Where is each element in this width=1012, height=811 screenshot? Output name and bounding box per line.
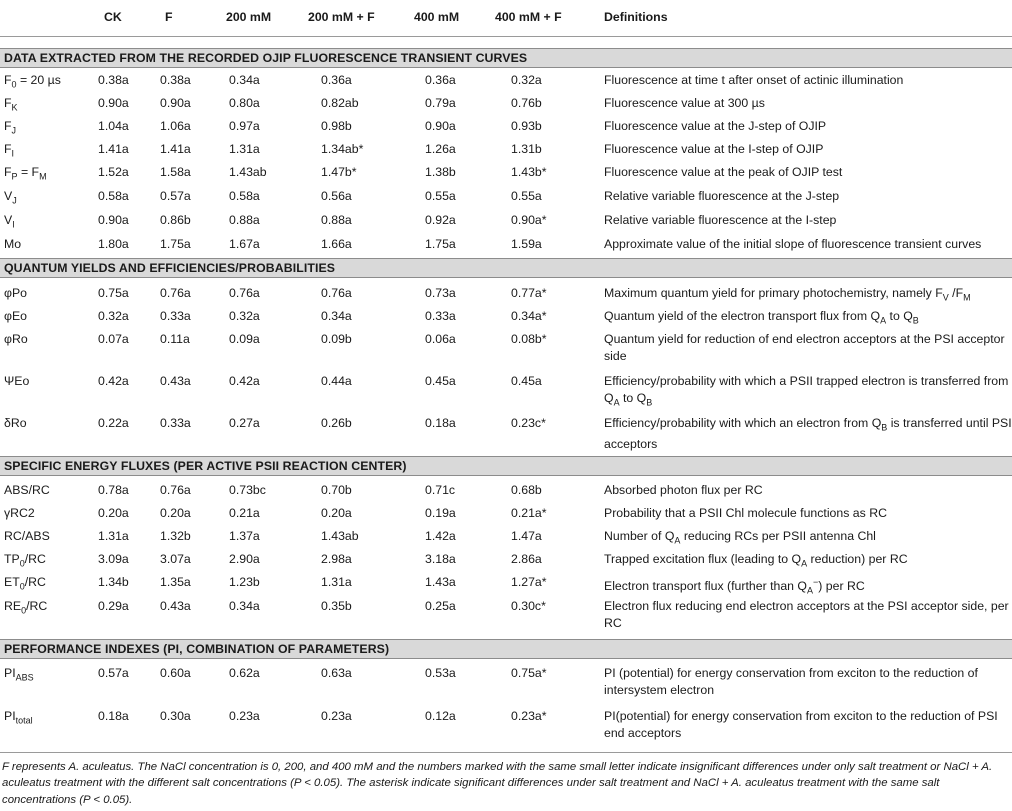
cell-400mm-f: 2.86a (511, 552, 542, 566)
cell-400mm-f: 0.32a (511, 73, 542, 87)
cell-definition: Efficiency/probability with which a PSII trapped electron is transferred from $Q_A$ to $Q_B$ (604, 374, 1009, 408)
cell-f: 0.20a (160, 506, 191, 520)
cell-200mm: 0.80a (229, 96, 260, 110)
cell-200mm: 1.31a (229, 142, 260, 156)
cell-200mm-f: 0.35b (321, 599, 352, 613)
cell-definition: PI (potential) for energy conservation from exciton to the reduction of intersystem electron (604, 666, 978, 697)
cell-200mm: 0.27a (229, 416, 260, 430)
cell-definition: Fluorescence value at 300 µs (604, 96, 765, 110)
cell-200mm-f: 1.34ab* (321, 142, 364, 156)
cell-400mm-f: 0.76b (511, 96, 542, 110)
cell-200mm: 1.23b (229, 575, 260, 589)
cell-200mm-f: 0.20a (321, 506, 352, 520)
cell-400mm: 3.18a (425, 552, 456, 566)
cell-ck: 1.04a (98, 119, 129, 133)
cell-200mm: 0.88a (229, 213, 260, 227)
row-label: $ET_0/RC$ (4, 575, 46, 592)
cell-f: 1.32b (160, 529, 191, 543)
cell-f: 0.76a (160, 286, 191, 300)
cell-definition: Relative variable fluorescence at the J-step (604, 189, 840, 203)
cell-definition: Trapped excitation flux (leading to $Q_A$ reduction) per RC (604, 552, 908, 569)
cell-f: 0.57a (160, 189, 191, 203)
cell-200mm: 0.21a (229, 506, 260, 520)
cell-definition: Probability that a PSII Chl molecule functions as RC (604, 506, 887, 520)
cell-400mm: 0.55a (425, 189, 456, 203)
cell-f: 0.43a (160, 599, 191, 613)
cell-definition: Relative variable fluorescence at the I-step (604, 213, 837, 227)
cell-ck: 0.58a (98, 189, 129, 203)
cell-200mm-f: 0.70b (321, 483, 352, 497)
cell-200mm-f: 0.56a (321, 189, 352, 203)
col-header-f: F (165, 10, 173, 24)
cell-400mm: 0.53a (425, 666, 456, 680)
cell-200mm-f: 0.63a (321, 666, 352, 680)
cell-f: 3.07a (160, 552, 191, 566)
section-title: SPECIFIC ENERGY FLUXES (PER ACTIVE PSII REACTION CENTER) (4, 459, 407, 473)
row-label: $PI_{total}$ (4, 709, 33, 726)
cell-200mm-f: 0.09b (321, 332, 352, 346)
col-header-ck: CK (104, 10, 122, 24)
cell-400mm: 1.38b (425, 165, 456, 179)
cell-200mm: 2.90a (229, 552, 260, 566)
cell-400mm: 0.18a (425, 416, 456, 430)
row-label: φRo (4, 332, 28, 346)
cell-400mm-f: 0.55a (511, 189, 542, 203)
row-label: δRo (4, 416, 27, 430)
row-label: $F_P = F_M$ (4, 165, 47, 182)
row-label: γRC2 (4, 506, 35, 520)
row-label: φPo (4, 286, 28, 300)
cell-f: 0.30a (160, 709, 191, 723)
cell-ck: 0.07a (98, 332, 129, 346)
cell-ck: 1.52a (98, 165, 129, 179)
cell-200mm-f: 0.26b (321, 416, 352, 430)
cell-ck: 0.78a (98, 483, 129, 497)
cell-200mm-f: 0.88a (321, 213, 352, 227)
row-label: $F_J$ (4, 119, 17, 136)
cell-f: 1.06a (160, 119, 191, 133)
cell-400mm: 0.79a (425, 96, 456, 110)
cell-f: 0.33a (160, 309, 191, 323)
cell-200mm-f: 0.44a (321, 374, 352, 388)
divider (0, 36, 1012, 37)
cell-200mm-f: 1.47b* (321, 165, 357, 179)
row-label: $F_K$ (4, 96, 18, 113)
cell-definition: Efficiency/probability with which an electron from $Q_B$ is transferred until PSI acceptors (604, 416, 1012, 452)
section-header (0, 639, 1012, 659)
cell-400mm-f: 0.45a (511, 374, 542, 388)
section-title: PERFORMANCE INDEXES (PI, COMBINATION OF PARAMETERS) (4, 642, 390, 656)
cell-definition: Fluorescence value at the J-step of OJIP (604, 119, 827, 133)
cell-ck: 0.38a (98, 73, 129, 87)
cell-400mm-f: 1.27a* (511, 575, 547, 589)
cell-200mm-f: 0.82ab (321, 96, 359, 110)
col-header-400mm: 400 mM (414, 10, 460, 24)
section-header (0, 48, 1012, 68)
cell-200mm-f: 0.23a (321, 709, 352, 723)
cell-f: 0.86b (160, 213, 191, 227)
cell-400mm: 0.06a (425, 332, 456, 346)
cell-200mm: 0.97a (229, 119, 260, 133)
cell-400mm-f: 1.47a (511, 529, 542, 543)
cell-200mm: 0.32a (229, 309, 260, 323)
cell-400mm-f: 0.93b (511, 119, 542, 133)
cell-200mm-f: 1.66a (321, 237, 352, 251)
cell-ck: 3.09a (98, 552, 129, 566)
cell-f: 0.38a (160, 73, 191, 87)
section-title: DATA EXTRACTED FROM THE RECORDED OJIP FLUORESCENCE TRANSIENT CURVES (4, 51, 528, 65)
divider (0, 752, 1012, 753)
cell-definition: Maximum quantum yield for primary photochemistry, namely $F_V$ $/F_M$ (604, 286, 971, 303)
row-label: φEo (4, 309, 28, 323)
cell-400mm: 0.36a (425, 73, 456, 87)
cell-400mm: 1.75a (425, 237, 456, 251)
cell-400mm: 0.12a (425, 709, 456, 723)
cell-200mm: 0.58a (229, 189, 260, 203)
cell-ck: 1.31a (98, 529, 129, 543)
cell-definition: PI(potential) for energy conservation from exciton to the reduction of PSI end acceptors (604, 709, 998, 740)
cell-200mm-f: 1.43ab (321, 529, 359, 543)
section-header (0, 456, 1012, 476)
cell-ck: 1.34b (98, 575, 129, 589)
cell-200mm-f: 0.76a (321, 286, 352, 300)
cell-200mm: 0.34a (229, 599, 260, 613)
cell-400mm-f: 1.31b (511, 142, 542, 156)
cell-definition: Absorbed photon flux per RC (604, 483, 763, 497)
table-footnote: F represents A. aculeatus. The NaCl concentration is 0, 200, and 400 mM and the numbers marked with the same small letter indicate insignificant differences under only salt treatment or NaCl + A. aculeatus treatment with the different salt concentrations (P < 0.05). The asterisk indicate significant differences under salt treatment and NaCl + A. aculeatus treatment with the same salt concentrations (P < 0.05). (2, 761, 993, 806)
cell-f: 1.58a (160, 165, 191, 179)
cell-400mm-f: 0.08b* (511, 332, 547, 346)
cell-definition: Approximate value of the initial slope of fluorescence transient curves (604, 237, 982, 251)
row-label: ABS/RC (4, 483, 50, 497)
cell-200mm-f: 0.98b (321, 119, 352, 133)
row-label: RC/ABS (4, 529, 50, 543)
cell-f: 1.75a (160, 237, 191, 251)
cell-400mm-f: 0.90a* (511, 213, 547, 227)
cell-ck: 0.22a (98, 416, 129, 430)
cell-ck: 0.90a (98, 96, 129, 110)
cell-f: 0.43a (160, 374, 191, 388)
cell-200mm-f: 2.98a (321, 552, 352, 566)
cell-400mm: 0.45a (425, 374, 456, 388)
cell-200mm: 0.73bc (229, 483, 266, 497)
cell-ck: 0.75a (98, 286, 129, 300)
cell-200mm: 0.62a (229, 666, 260, 680)
cell-200mm: 1.37a (229, 529, 260, 543)
col-header-200mm: 200 mM (226, 10, 272, 24)
cell-f: 1.41a (160, 142, 191, 156)
cell-ck: 0.18a (98, 709, 129, 723)
row-label: Mo (4, 237, 22, 251)
row-label: $F_0 = 20$ µs (4, 73, 61, 90)
cell-ck: 0.29a (98, 599, 129, 613)
cell-ck: 0.90a (98, 213, 129, 227)
cell-ck: 0.42a (98, 374, 129, 388)
cell-400mm-f: 1.59a (511, 237, 542, 251)
cell-200mm: 1.43ab (229, 165, 267, 179)
cell-400mm: 0.92a (425, 213, 456, 227)
section-header (0, 258, 1012, 278)
cell-definition: Fluorescence value at the peak of OJIP test (604, 165, 843, 179)
cell-ck: 1.41a (98, 142, 129, 156)
cell-200mm: 0.34a (229, 73, 260, 87)
cell-definition: Fluorescence at time t after onset of actinic illumination (604, 73, 904, 87)
row-label: $TP_0/RC$ (4, 552, 46, 569)
cell-ck: 1.80a (98, 237, 129, 251)
cell-400mm: 0.25a (425, 599, 456, 613)
row-label: $PI_{ABS}$ (4, 666, 34, 683)
cell-definition: Quantum yield for reduction of end electron acceptors at the PSI acceptor side (604, 332, 1005, 363)
cell-400mm-f: 0.30c* (511, 599, 546, 613)
col-header-400mm-f: 400 mM + F (495, 10, 562, 24)
cell-400mm: 1.43a (425, 575, 456, 589)
cell-400mm-f: 0.23c* (511, 416, 546, 430)
cell-400mm-f: 0.75a* (511, 666, 547, 680)
cell-definition: Number of $Q_A$ reducing RCs per PSII antenna Chl (604, 529, 876, 546)
cell-ck: 0.20a (98, 506, 129, 520)
cell-400mm: 0.71c (425, 483, 456, 497)
cell-200mm: 0.23a (229, 709, 260, 723)
cell-400mm-f: 0.23a* (511, 709, 547, 723)
col-header-200mm-f: 200 mM + F (308, 10, 375, 24)
cell-f: 0.11a (160, 332, 190, 346)
cell-ck: 0.57a (98, 666, 129, 680)
cell-400mm-f: 0.68b (511, 483, 542, 497)
cell-definition: Electron flux reducing end electron acceptors at the PSI acceptor side, per RC (604, 599, 1009, 630)
row-label: $V_I$ (4, 213, 15, 230)
row-label: $V_J$ (4, 189, 17, 206)
section-title: QUANTUM YIELDS AND EFFICIENCIES/PROBABILITIES (4, 261, 336, 275)
cell-400mm: 0.33a (425, 309, 456, 323)
cell-400mm: 1.26a (425, 142, 456, 156)
cell-400mm-f: 0.34a* (511, 309, 547, 323)
cell-400mm-f: 0.77a* (511, 286, 547, 300)
row-label: $RE_0/RC$ (4, 599, 48, 616)
cell-ck: 0.32a (98, 309, 129, 323)
cell-definition: Fluorescence value at the I-step of OJIP (604, 142, 824, 156)
row-label: $F_I$ (4, 142, 15, 159)
cell-f: 0.60a (160, 666, 191, 680)
cell-400mm: 0.19a (425, 506, 456, 520)
cell-200mm: 0.09a (229, 332, 260, 346)
cell-200mm-f: 0.34a (321, 309, 352, 323)
cell-400mm: 1.42a (425, 529, 456, 543)
cell-200mm-f: 1.31a (321, 575, 352, 589)
cell-definition: Quantum yield of the electron transport flux from $Q_A$ to $Q_B$ (604, 309, 919, 326)
cell-400mm: 0.90a (425, 119, 456, 133)
cell-200mm-f: 0.36a (321, 73, 352, 87)
cell-400mm-f: 0.21a* (511, 506, 547, 520)
cell-400mm-f: 1.43b* (511, 165, 547, 179)
cell-400mm: 0.73a (425, 286, 456, 300)
cell-200mm: 1.67a (229, 237, 260, 251)
cell-f: 0.90a (160, 96, 191, 110)
row-label: ΨEo (4, 374, 30, 388)
cell-f: 1.35a (160, 575, 191, 589)
cell-f: 0.76a (160, 483, 191, 497)
cell-200mm: 0.76a (229, 286, 260, 300)
cell-f: 0.33a (160, 416, 191, 430)
cell-definition: Electron transport flux (further than $Q_A^-$) per RC (604, 577, 865, 596)
col-header-definitions: Definitions (604, 10, 668, 24)
cell-200mm: 0.42a (229, 374, 260, 388)
